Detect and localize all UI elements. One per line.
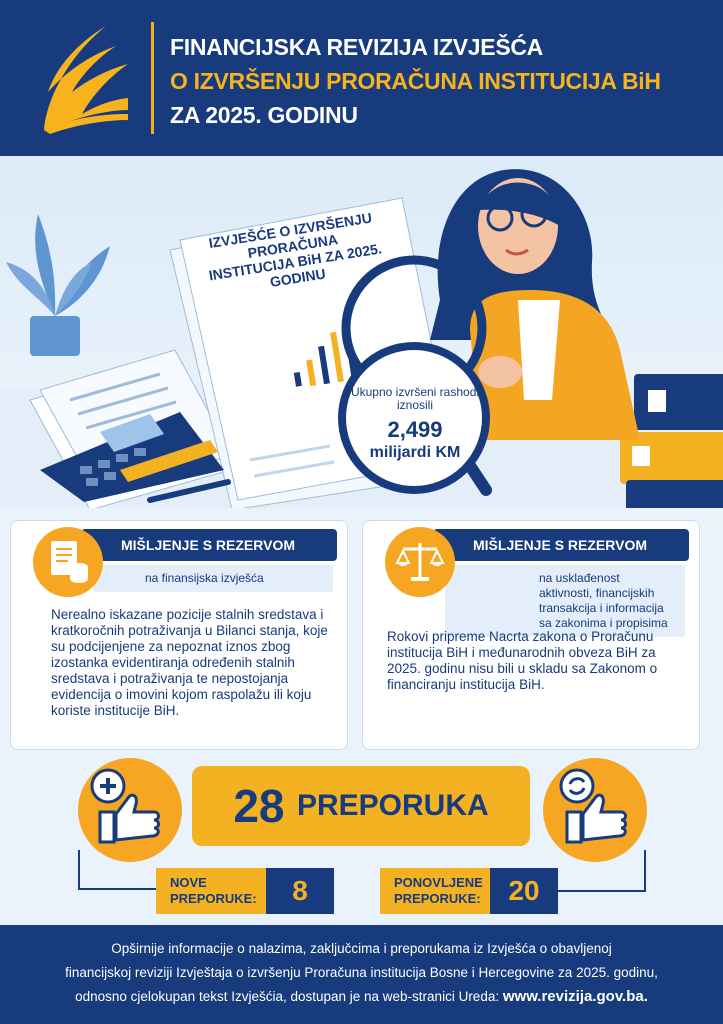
- opinion-card-compliance: [362, 520, 700, 750]
- card-subheading: na usklađenost aktivnosti, financijskih transakcija i informacija sa zakonima i propisima: [445, 565, 685, 637]
- title-line-2: O IZVRŠENJU PRORAČUNA INSTITUCIJA BiH: [170, 68, 661, 94]
- total-recommendations: [192, 766, 530, 846]
- magnifier-label: Ukupno izvršeni rashodi iznosili: [350, 385, 480, 412]
- binder-icon: [620, 374, 723, 508]
- footer-line-3: odnosno cjelokupan tekst Izvješćia, dostupan je na web-stranici Ureda:: [75, 989, 500, 1004]
- connector-line-left: [78, 850, 156, 890]
- connector-line-right: [558, 890, 646, 892]
- new-recommendations-value: 8: [266, 868, 334, 914]
- repeated-recommendations: [380, 868, 558, 914]
- document-coins-icon: [33, 527, 103, 597]
- hero-illustration: [0, 156, 723, 508]
- magnifier-unit: milijardi KM: [369, 444, 461, 461]
- card-subheading: na finansijska izvješća: [93, 565, 333, 592]
- header-divider: [151, 22, 154, 134]
- repeated-recommendations-value: 20: [490, 868, 558, 914]
- total-recommendations-value: 28: [233, 780, 285, 832]
- plant-icon: [6, 214, 110, 356]
- card-heading: MIŠLJENJE S REZERVOM: [433, 529, 689, 561]
- total-recommendations-label: PREPORUKA: [296, 789, 489, 822]
- report-document-title: IZVJEŠĆE O IZVRŠENJU PRORAČUNA INSTITUCIJA BiH ZA 2025. GODINU: [207, 209, 383, 290]
- thumbs-up-plus-icon: [78, 758, 182, 862]
- card-body-text: Rokovi pripreme Nacrta zakona o Proračunu institucija BiH i međunarodnih obveza BiH za 2025. godinu nisu bili u skladu sa Zakonom o financiranju institucija BiH.: [387, 629, 658, 692]
- magnifier-callout: [345, 386, 485, 462]
- card-heading: MIŠLJENJE S REZERVOM: [81, 529, 337, 561]
- repeated-recommendations-label: PONOVLJENE PREPORUKE:: [380, 868, 490, 914]
- new-recommendations-label: NOVE PREPORUKE:: [156, 868, 266, 914]
- footer-website-link[interactable]: www.revizija.gov.ba.: [502, 988, 648, 1005]
- thumbs-up-repeat-icon: [543, 758, 647, 862]
- footer-line-2: financijskoj reviziji Izvještaja o izvršenju Proračuna institucija Bosne i Hercegovine za 2025. godinu,: [65, 965, 658, 980]
- footer-line-3-wrap: [0, 985, 723, 1009]
- magnifier-value: 2,499: [387, 417, 443, 442]
- swoosh-logo-icon: [36, 22, 136, 134]
- opinion-card-financial: [10, 520, 348, 750]
- scales-icon: [385, 527, 455, 597]
- footer: [0, 925, 723, 1024]
- title-line-3: ZA 2025. GODINU: [170, 102, 358, 128]
- title-line-1: FINANCIJSKA REVIZIJA IZVJEŠĆA: [170, 34, 543, 60]
- new-recommendations: [156, 868, 334, 914]
- card-body-text: Nerealno iskazane pozicije stalnih sredstava i kratkoročnih potraživanja u Bilanci stanja, koje su podcijenjene za nepoznat iznos zbog izostanka evidentiranja određenih stalnih sredstava i potraživanja te nepostojanja evidencija o imovini kojom raspolažu ili koju koriste institucije BiH.: [51, 607, 328, 718]
- connector-line-right-vertical: [644, 850, 646, 892]
- header-banner: [0, 0, 723, 156]
- page-title: [170, 30, 661, 132]
- footer-line-1: Opširnije informacije o nalazima, zaključcima i preporukama iz Izvješća o obavljenoj: [111, 941, 612, 956]
